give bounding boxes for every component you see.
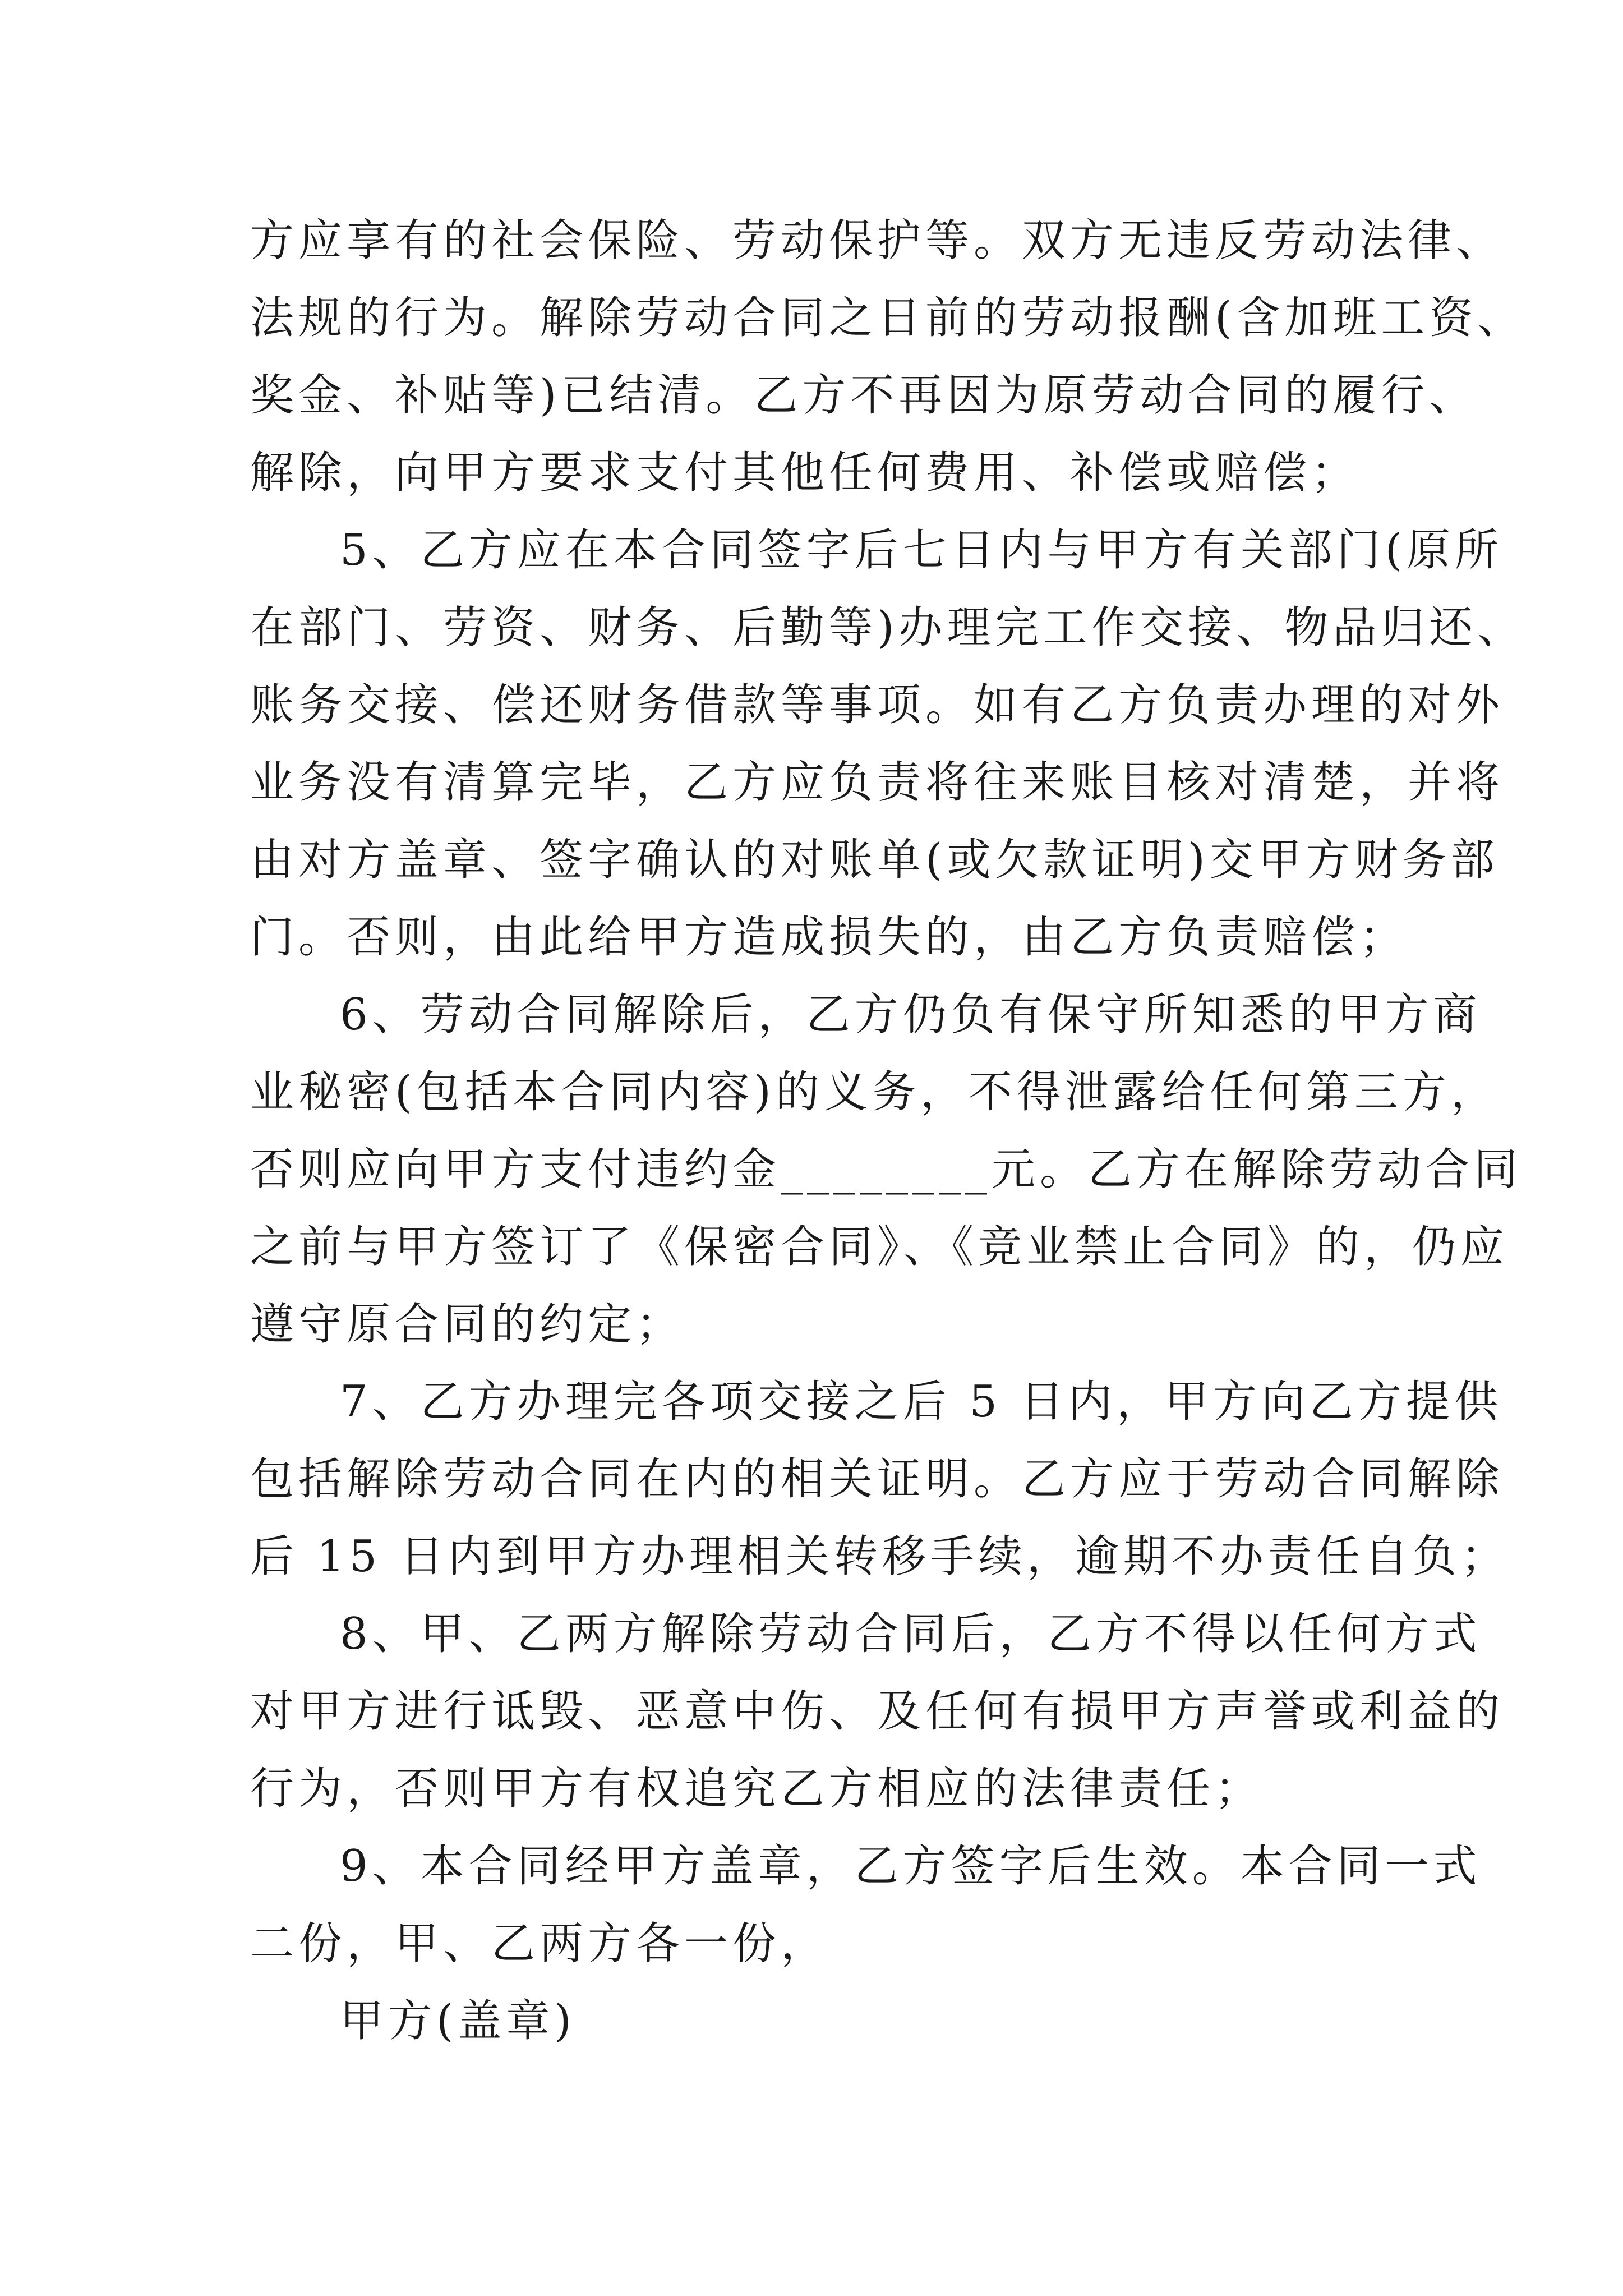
text-line: 对甲方进行诋毁、恶意中伤、及任何有损甲方声誉或利益的: [250, 1686, 1505, 1737]
text-line: 否则应向甲方支付违约金________元。乙方在解除劳动合同: [250, 1144, 1523, 1195]
text-line: 方应享有的社会保险、劳动保护等。双方无违反劳动法律、: [250, 215, 1505, 266]
text-line: 包括解除劳动合同在内的相关证明。乙方应于劳动合同解除: [250, 1454, 1505, 1504]
party-a-seal-label: 甲方(盖章): [340, 1996, 576, 2046]
text-line: 门。否则，由此给甲方造成损失的，由乙方负责赔偿；: [250, 912, 1408, 963]
clause-9-start: 9、本合同经甲方盖章，乙方签字后生效。本合同一式: [340, 1841, 1482, 1892]
text-line: 账务交接、偿还财务借款等事项。如有乙方负责办理的对外: [250, 680, 1505, 730]
text-line: 由对方盖章、签字确认的对账单(或欠款证明)交甲方财务部: [250, 835, 1499, 885]
clause-7-start: 7、乙方办理完各项交接之后 5 日内，甲方向乙方提供: [340, 1377, 1502, 1427]
text-line: 行为，否则甲方有权追究乙方相应的法律责任；: [250, 1764, 1264, 1814]
text-line: 在部门、劳资、财务、后勤等)办理完工作交接、物品归还、: [250, 602, 1526, 653]
text-line: 之前与甲方签订了《保密合同》、《竞业禁止合同》的，仍应: [250, 1222, 1509, 1272]
clause-5-start: 5、乙方应在本合同签字后七日内与甲方有关部门(原所: [340, 525, 1504, 576]
clause-8-start: 8、甲、乙两方解除劳动合同后，乙方不得以任何方式: [340, 1609, 1482, 1659]
text-line: 遵守原合同的约定；: [250, 1299, 685, 1350]
text-line: 法规的行为。解除劳动合同之日前的劳动报酬(含加班工资、: [250, 293, 1526, 343]
document-body: [250, 202, 1526, 2060]
text-line: 解除，向甲方要求支付其他任何费用、补偿或赔偿；: [250, 448, 1360, 498]
text-line: 二份，甲、乙两方各一份，: [250, 1918, 829, 1969]
clause-6-start: 6、劳动合同解除后，乙方仍负有保守所知悉的甲方商: [340, 990, 1482, 1040]
text-line: 奖金、补贴等)已结清。乙方不再因为原劳动合同的履行、: [250, 370, 1478, 421]
text-line: 后 15 日内到甲方办理相关转移手续，逾期不办责任自负；: [250, 1531, 1509, 1582]
text-line: 业秘密(包括本合同内容)的义务，不得泄露给任何第三方，: [250, 1067, 1499, 1117]
text-line: 业务没有清算完毕，乙方应负责将往来账目核对清楚，并将: [250, 757, 1505, 808]
